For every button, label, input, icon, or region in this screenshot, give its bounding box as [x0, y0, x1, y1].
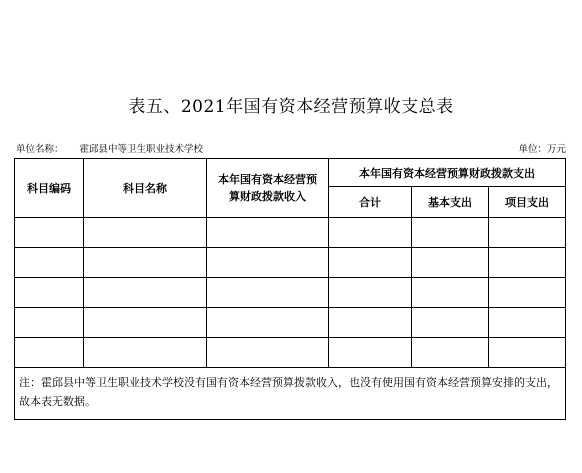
unit-currency: 单位：万元: [518, 144, 566, 155]
cell-basic: [412, 308, 489, 338]
cell-basic: [412, 338, 489, 368]
cell-basic: [412, 218, 489, 248]
table-row: [15, 278, 566, 308]
cell-income: [207, 218, 329, 248]
cell-project: [489, 308, 566, 338]
header-total: 合计: [329, 187, 412, 218]
table-note: 注：霍邱县中等卫生职业技术学校没有国有资本经营预算拨款收入，也没有使用国有资本经营预算安排的支出，故本表无数据。: [15, 368, 566, 420]
cell-subject-code: [15, 248, 84, 278]
cell-subject-code: [15, 278, 84, 308]
cell-project: [489, 218, 566, 248]
unit-name-label: 单位名称：: [16, 144, 64, 155]
table-row: [15, 338, 566, 368]
header-expenditure-group: 本年国有资本经营预算财政拨款支出: [329, 159, 566, 187]
cell-subject-code: [15, 308, 84, 338]
header-subject-code: 科目编码: [15, 159, 84, 218]
cell-total: [329, 338, 412, 368]
table-body: [15, 218, 566, 368]
cell-subject-name: [84, 218, 207, 248]
header-income-text: 本年国有资本经营预算财政拨款收入: [218, 173, 317, 203]
table-row: [15, 248, 566, 278]
cell-project: [489, 278, 566, 308]
cell-subject-code: [15, 338, 84, 368]
cell-subject-name: [84, 308, 207, 338]
cell-subject-code: [15, 218, 84, 248]
cell-income: [207, 278, 329, 308]
header-basic: 基本支出: [412, 187, 489, 218]
cell-total: [329, 248, 412, 278]
cell-total: [329, 218, 412, 248]
cell-income: [207, 308, 329, 338]
header-subject-name: 科目名称: [84, 159, 207, 218]
header-income: [207, 159, 329, 218]
cell-income: [207, 338, 329, 368]
unit-name-value: 霍邱县中等卫生职业技术学校: [79, 144, 204, 155]
cell-income: [207, 248, 329, 278]
cell-project: [489, 248, 566, 278]
cell-total: [329, 308, 412, 338]
cell-project: [489, 338, 566, 368]
cell-total: [329, 278, 412, 308]
cell-subject-name: [84, 248, 207, 278]
table-row: [15, 308, 566, 338]
cell-basic: [412, 278, 489, 308]
cell-subject-name: [84, 278, 207, 308]
table-row: [15, 218, 566, 248]
budget-table: [14, 158, 566, 420]
cell-subject-name: [84, 338, 207, 368]
cell-basic: [412, 248, 489, 278]
header-project: 项目支出: [489, 187, 566, 218]
unit-name-line: [16, 141, 203, 155]
page-title: 表五、2021年国有资本经营预算收支总表: [128, 97, 454, 117]
